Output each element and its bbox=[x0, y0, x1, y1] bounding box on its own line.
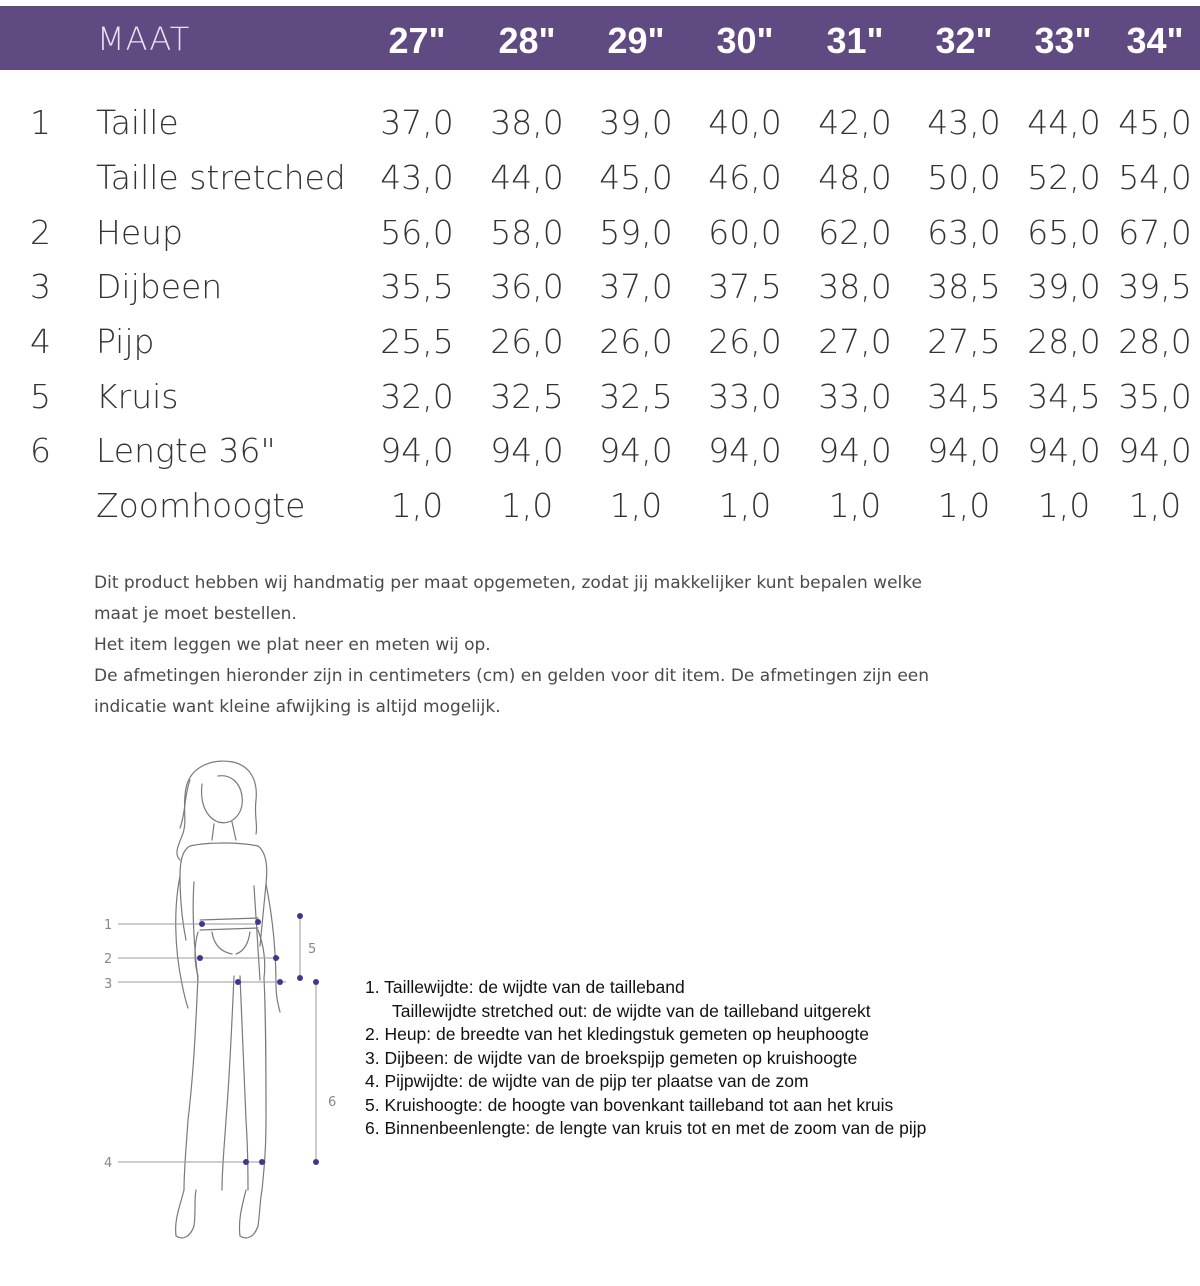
marker-label-3: 3 bbox=[104, 977, 113, 992]
table-cell: 52,0 bbox=[1027, 158, 1101, 197]
row-label: Dijbeen bbox=[96, 267, 223, 306]
measurement-legend bbox=[365, 976, 926, 1141]
table-cell: 35,5 bbox=[380, 267, 454, 306]
row-label: Heup bbox=[96, 213, 183, 252]
row-number: 3 bbox=[30, 267, 51, 306]
table-cell: 1,0 bbox=[609, 486, 663, 525]
table-row bbox=[0, 377, 1200, 431]
table-cell: 94,0 bbox=[818, 431, 892, 470]
size-30: 30" bbox=[716, 20, 774, 61]
table-cell: 62,0 bbox=[818, 213, 892, 252]
table-row bbox=[0, 486, 1200, 540]
row-number: 2 bbox=[30, 213, 51, 252]
table-cell: 38,5 bbox=[927, 267, 1001, 306]
marker-label-4: 4 bbox=[104, 1156, 113, 1171]
table-cell: 34,5 bbox=[927, 377, 1001, 416]
table-cell: 26,0 bbox=[490, 322, 564, 361]
row-number: 6 bbox=[30, 431, 51, 470]
table-cell: 42,0 bbox=[818, 103, 892, 142]
table-cell: 37,5 bbox=[708, 267, 782, 306]
table-cell: 37,0 bbox=[599, 267, 673, 306]
table-row bbox=[0, 267, 1200, 321]
legend-item: 6. Binnenbeenlengte: de lengte van kruis tot en met de zoom van de pijp bbox=[365, 1118, 927, 1138]
table-cell: 94,0 bbox=[1118, 431, 1192, 470]
table-cell: 27,5 bbox=[927, 322, 1001, 361]
size-31: 31" bbox=[826, 20, 884, 61]
size-32: 32" bbox=[935, 20, 993, 61]
size-29: 29" bbox=[607, 20, 665, 61]
table-cell: 32,0 bbox=[380, 377, 454, 416]
table-cell: 1,0 bbox=[1128, 486, 1182, 525]
table-cell: 32,5 bbox=[599, 377, 673, 416]
table-cell: 1,0 bbox=[937, 486, 991, 525]
table-cell: 37,0 bbox=[380, 103, 454, 142]
row-label: Kruis bbox=[96, 377, 179, 416]
marker-label-6: 6 bbox=[328, 1095, 337, 1110]
row-number: 5 bbox=[30, 377, 51, 416]
row-number: 4 bbox=[30, 322, 51, 361]
legend-item: 4. Pijpwijdte: de wijdte van de pijp ter plaatse van de zom bbox=[365, 1071, 809, 1091]
note-line: De afmetingen hieronder zijn in centimeters (cm) en gelden voor dit item. De afmetingen zijn een bbox=[94, 666, 930, 686]
note-line: indicatie want kleine afwijking is altijd mogelijk. bbox=[94, 697, 501, 717]
row-label: Lengte 36" bbox=[96, 431, 276, 470]
size-34: 34" bbox=[1126, 20, 1184, 61]
table-cell: 1,0 bbox=[718, 486, 772, 525]
table-cell: 94,0 bbox=[380, 431, 454, 470]
table-cell: 43,0 bbox=[927, 103, 1001, 142]
legend-item: 3. Dijbeen: de wijdte van de broekspijp gemeten op kruishoogte bbox=[365, 1047, 858, 1068]
table-cell: 26,0 bbox=[599, 322, 673, 361]
table-cell: 60,0 bbox=[708, 213, 782, 252]
table-cell: 34,5 bbox=[1027, 377, 1101, 416]
table-cell: 26,0 bbox=[708, 322, 782, 361]
table-cell: 39,5 bbox=[1118, 267, 1192, 306]
table-cell: 45,0 bbox=[1118, 103, 1192, 142]
table-row bbox=[0, 431, 1200, 485]
table-cell: 94,0 bbox=[1027, 431, 1101, 470]
table-cell: 44,0 bbox=[490, 158, 564, 197]
row-label: Taille stretched bbox=[96, 158, 346, 197]
table-cell: 35,0 bbox=[1118, 377, 1192, 416]
table-cell: 1,0 bbox=[390, 486, 444, 525]
woman-outline bbox=[176, 761, 280, 1238]
table-cell: 59,0 bbox=[599, 213, 673, 252]
table-cell: 50,0 bbox=[927, 158, 1001, 197]
table-row bbox=[0, 322, 1200, 376]
marker-label-5: 5 bbox=[308, 942, 317, 957]
note-line: maat je moet bestellen. bbox=[94, 604, 297, 624]
table-row bbox=[0, 213, 1200, 267]
table-cell: 38,0 bbox=[490, 103, 564, 142]
table-cell: 36,0 bbox=[490, 267, 564, 306]
table-cell: 58,0 bbox=[490, 213, 564, 252]
row-label: Taille bbox=[96, 103, 179, 142]
table-cell: 27,0 bbox=[818, 322, 892, 361]
table-cell: 46,0 bbox=[708, 158, 782, 197]
size-27: 27" bbox=[388, 20, 446, 61]
table-cell: 44,0 bbox=[1027, 103, 1101, 142]
table-cell: 54,0 bbox=[1118, 158, 1192, 197]
legend-item: 2. Heup: de breedte van het kledingstuk gemeten op heuphoogte bbox=[365, 1024, 869, 1044]
table-cell: 67,0 bbox=[1118, 213, 1192, 252]
marker-label-2: 2 bbox=[104, 952, 113, 967]
table-cell: 1,0 bbox=[828, 486, 882, 525]
table-cell: 45,0 bbox=[599, 158, 673, 197]
table-row bbox=[0, 158, 1200, 212]
note-line: Het item leggen we plat neer en meten wij op. bbox=[94, 635, 491, 655]
table-cell: 28,0 bbox=[1027, 322, 1101, 361]
table-cell: 94,0 bbox=[927, 431, 1001, 470]
table-cell: 63,0 bbox=[927, 213, 1001, 252]
table-row bbox=[0, 103, 1200, 157]
table-cell: 39,0 bbox=[1027, 267, 1101, 306]
table-cell: 25,5 bbox=[380, 322, 454, 361]
marker-label-1: 1 bbox=[104, 918, 113, 933]
measurement-note bbox=[94, 568, 930, 723]
table-cell: 48,0 bbox=[818, 158, 892, 197]
legend-item: Taillewijdte stretched out: de wijdte van de tailleband uitgerekt bbox=[392, 1000, 871, 1021]
row-label: Pijp bbox=[96, 322, 155, 361]
table-cell: 28,0 bbox=[1118, 322, 1192, 361]
table-cell: 94,0 bbox=[708, 431, 782, 470]
table-cell: 39,0 bbox=[599, 103, 673, 142]
note-line: Dit product hebben wij handmatig per maat opgemeten, zodat jij makkelijker kunt bepalen welke bbox=[94, 573, 922, 593]
row-label: Zoomhoogte bbox=[96, 486, 306, 525]
table-cell: 94,0 bbox=[490, 431, 564, 470]
size-28: 28" bbox=[498, 20, 556, 61]
table-cell: 56,0 bbox=[380, 213, 454, 252]
measurement-guides bbox=[118, 916, 316, 1162]
table-cell: 1,0 bbox=[1037, 486, 1091, 525]
table-cell: 38,0 bbox=[818, 267, 892, 306]
table-cell: 65,0 bbox=[1027, 213, 1101, 252]
legend-item: 1. Taillewijdte: de wijdte van de tailleband bbox=[365, 977, 685, 997]
legend-item: 5. Kruishoogte: de hoogte van bovenkant tailleband tot aan het kruis bbox=[365, 1094, 894, 1115]
table-cell: 33,0 bbox=[708, 377, 782, 416]
size-table-header bbox=[0, 6, 1200, 70]
row-number: 1 bbox=[30, 103, 51, 142]
size-33: 33" bbox=[1034, 20, 1092, 61]
measurement-figure-illustration bbox=[90, 750, 350, 1240]
table-cell: 43,0 bbox=[380, 158, 454, 197]
table-cell: 1,0 bbox=[500, 486, 554, 525]
table-cell: 33,0 bbox=[818, 377, 892, 416]
table-cell: 32,5 bbox=[490, 377, 564, 416]
size-header-label: MAAT bbox=[97, 20, 191, 58]
table-cell: 40,0 bbox=[708, 103, 782, 142]
table-cell: 94,0 bbox=[599, 431, 673, 470]
